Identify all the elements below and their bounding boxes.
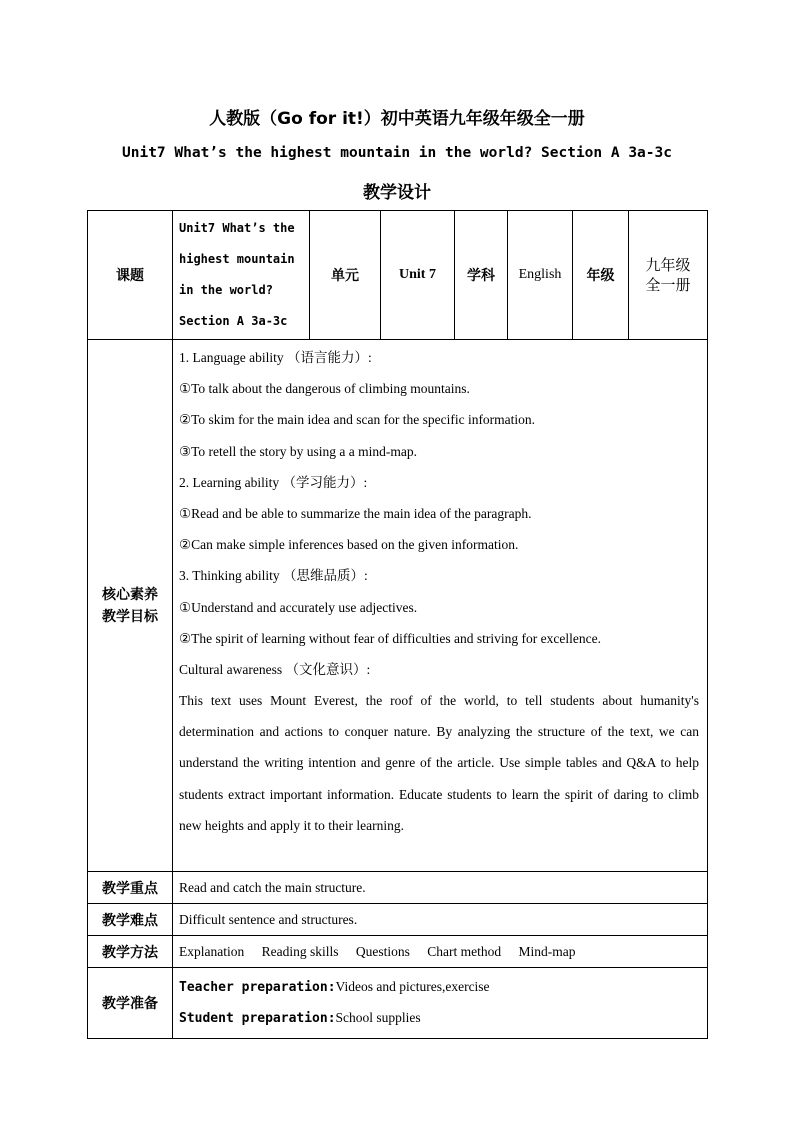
student-preparation-value: School supplies: [335, 1010, 421, 1025]
goal-line: ①Read and be able to summarize the main idea of the paragraph.: [179, 505, 532, 521]
methods-label: 教学方法: [88, 936, 173, 968]
goals-label-line: 教学目标: [102, 608, 158, 625]
goal-line: 1. Language ability （语言能力）:: [179, 350, 372, 365]
grade-value: [629, 211, 708, 340]
goals-content: [173, 340, 708, 872]
design-heading: 教学设计: [363, 183, 431, 203]
student-preparation: [179, 1003, 701, 1034]
method-item: Reading skills: [261, 943, 339, 959]
preparation-value: [173, 968, 708, 1039]
teacher-preparation-value: Videos and pictures,exercise: [335, 979, 490, 994]
goal-line: 2. Learning ability （学习能力）:: [179, 474, 368, 490]
method-item: Mind-map: [518, 943, 576, 959]
topic-line: in the world?: [179, 283, 273, 297]
grade-line: 九年级: [645, 256, 691, 274]
goal-line: ②Can make simple inferences based on the given information.: [179, 537, 519, 553]
goal-line: ①Understand and accurately use adjectives.: [179, 599, 418, 615]
key-points-value: Read and catch the main structure.: [173, 872, 708, 904]
cultural-paragraph: This text uses Mount Everest, the roof of the world, to tell students about humanity's determination and actions to conquer nature. By analyzing the structure of the text, we can understand the writing intention and genre of the article. Use simple tables and Q&A to help students extract important information. Educate students to learn the spirit of daring to climb new heights and apply it to their learning.: [179, 693, 699, 833]
goal-line: Cultural awareness （文化意识）:: [179, 661, 371, 677]
goal-line: ②To skim for the main idea and scan for the specific information.: [179, 412, 536, 428]
topic-line: Unit7 What’s the: [179, 221, 295, 235]
unit-value: Unit 7: [381, 211, 455, 340]
method-item: Explanation: [179, 943, 245, 959]
teacher-preparation: [179, 972, 701, 1003]
goal-line: ③To retell the story by using a a mind-map.: [179, 443, 417, 459]
grade-line: 全一册: [645, 276, 691, 294]
preparation-row: [88, 968, 708, 1039]
subject-value: English: [508, 211, 573, 340]
topic-label: 课题: [88, 211, 173, 340]
goal-line: 3. Thinking ability （思维品质）:: [179, 568, 368, 584]
info-row: [88, 211, 708, 340]
preparation-label: 教学准备: [88, 968, 173, 1039]
goals-label-line: 核心素养: [102, 586, 158, 603]
difficulties-row: [88, 904, 708, 936]
goals-row: [88, 340, 708, 872]
document-title: 人教版（Go for it!）初中英语九年级年级全一册: [209, 109, 585, 129]
teacher-preparation-label: Teacher preparation:: [179, 980, 336, 995]
key-points-label: 教学重点: [88, 872, 173, 904]
unit-label: 单元: [310, 211, 381, 340]
method-item: Chart method: [427, 943, 502, 959]
methods-value: [173, 936, 708, 968]
topic-line: Section A 3a-3c: [179, 314, 288, 328]
method-item: Questions: [355, 943, 410, 959]
goal-line: ②The spirit of learning without fear of difficulties and striving for excellence.: [179, 630, 601, 646]
topic-line: highest mountain: [179, 252, 295, 266]
goal-line: ①To talk about the dangerous of climbing mountains.: [179, 381, 470, 397]
lesson-subtitle: Unit7 What’s the highest mountain in the world? Section A 3a-3c: [122, 145, 672, 161]
difficulties-value: Difficult sentence and structures.: [173, 904, 708, 936]
student-preparation-label: Student preparation:: [179, 1011, 336, 1026]
grade-label: 年级: [573, 211, 629, 340]
methods-row: [88, 936, 708, 968]
topic-value: [173, 211, 310, 340]
key-points-row: [88, 872, 708, 904]
difficulties-label: 教学难点: [88, 904, 173, 936]
subject-label: 学科: [455, 211, 508, 340]
lesson-plan-table: [87, 210, 708, 1039]
goals-label: [88, 340, 173, 872]
